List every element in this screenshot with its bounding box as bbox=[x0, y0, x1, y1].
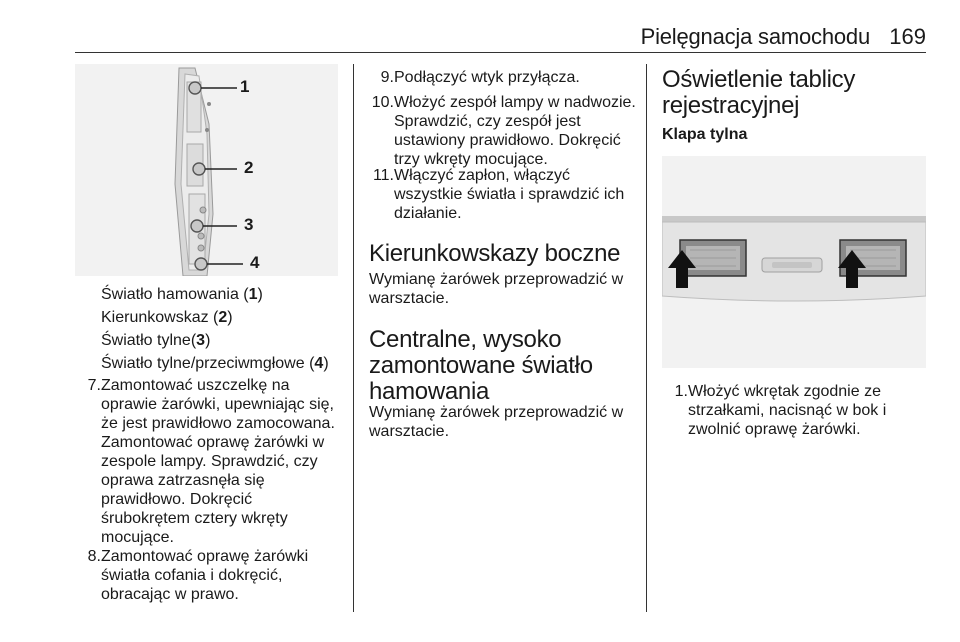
section-body-brake-light bbox=[369, 403, 644, 441]
step-line: prawidłowo. Dokręcić bbox=[101, 491, 253, 508]
body-line: Wymianę żarówek przeprowadzić w bbox=[369, 271, 624, 288]
step-line: trzy wkręty mocujące. bbox=[394, 151, 548, 168]
callout-label: 4 bbox=[250, 253, 260, 272]
step-line: Zamontować oprawę żarówki w bbox=[101, 434, 325, 451]
caption-text: ) bbox=[227, 309, 233, 326]
step-line: działanie. bbox=[394, 205, 462, 222]
step-number: 1. bbox=[674, 383, 688, 400]
header-rule bbox=[75, 52, 926, 53]
step-line: strzałkami, nacisnąć w bok i bbox=[688, 402, 887, 419]
section-title-side-indicators: Kierunkowskazy boczne bbox=[369, 240, 621, 267]
body-line: warsztacie. bbox=[369, 423, 450, 440]
subsection-title-tailgate: Klapa tylna bbox=[662, 126, 748, 143]
running-header-title: Pielęgnacja samochodu bbox=[640, 24, 870, 49]
figure-caption bbox=[101, 331, 351, 350]
page-number: 169 bbox=[889, 24, 926, 49]
step-line: Włożyć wkrętak zgodnie ze bbox=[688, 383, 881, 400]
caption-number: 4 bbox=[314, 355, 324, 372]
caption-text: Kierunkowskaz ( bbox=[101, 309, 219, 326]
caption-text: ) bbox=[257, 286, 263, 303]
step-number: 9. bbox=[380, 69, 394, 86]
title-line: zamontowane światło bbox=[369, 352, 593, 379]
step-line: śrubokrętem cztery wkręty bbox=[101, 510, 288, 527]
callout-label: 3 bbox=[244, 215, 254, 234]
step-body bbox=[688, 382, 924, 439]
figure-caption bbox=[101, 285, 351, 304]
step-line: Zamontować uszczelkę na bbox=[101, 377, 290, 394]
section-title-brake-light bbox=[369, 327, 593, 405]
callout-label: 2 bbox=[244, 158, 254, 177]
step-line: Włączyć zapłon, włączyć bbox=[394, 167, 571, 184]
column-divider-left bbox=[353, 64, 354, 612]
step-line: obracając w prawo. bbox=[101, 586, 239, 603]
rear-lamp-illustration bbox=[75, 64, 338, 276]
step-body bbox=[394, 93, 646, 169]
step-number: 8. bbox=[87, 548, 101, 565]
title-line: hamowania bbox=[369, 378, 490, 405]
figure-caption bbox=[101, 308, 351, 327]
step-line: że jest prawidłowo zamocowana. bbox=[101, 415, 335, 432]
rear-lamp-figure bbox=[75, 64, 338, 276]
column-divider-right bbox=[646, 64, 647, 612]
step-line: oprawie żarówki, upewniając się, bbox=[101, 396, 334, 413]
figure-caption bbox=[101, 354, 351, 373]
body-line: warsztacie. bbox=[369, 290, 450, 307]
caption-number: 2 bbox=[218, 309, 228, 326]
step-line: wszystkie światła i sprawdzić ich bbox=[394, 186, 625, 203]
plate-light-illustration bbox=[662, 156, 926, 368]
step-number: 10. bbox=[371, 94, 394, 111]
step-line: zwolnić oprawę żarówki. bbox=[688, 421, 861, 438]
caption-text: ) bbox=[323, 355, 329, 372]
caption-text: Światło tylne( bbox=[101, 332, 197, 349]
step-body bbox=[101, 376, 353, 547]
caption-number: 1 bbox=[248, 286, 258, 303]
title-line: Oświetlenie tablicy bbox=[662, 66, 856, 93]
callout-label: 1 bbox=[240, 77, 250, 96]
step-line: Zamontować oprawę żarówki bbox=[101, 548, 309, 565]
step-line: zespole lampy. Sprawdzić, czy bbox=[101, 453, 318, 470]
section-title-plate-light bbox=[662, 67, 855, 119]
step-line: Sprawdzić, czy zespół jest bbox=[394, 113, 581, 130]
step-body bbox=[394, 166, 646, 223]
caption-text: ) bbox=[205, 332, 211, 349]
title-line: Centralne, wysoko bbox=[369, 326, 562, 353]
caption-number: 3 bbox=[196, 332, 206, 349]
caption-text: Światło hamowania ( bbox=[101, 286, 249, 303]
step-line: mocujące. bbox=[101, 529, 174, 546]
step-body bbox=[101, 547, 353, 604]
step-number: 11. bbox=[372, 167, 394, 184]
title-line: rejestracyjnej bbox=[662, 92, 800, 119]
step-line: Włożyć zespół lampy w nadwozie. bbox=[394, 94, 636, 111]
step-line: ustawiony prawidłowo. Dokręcić bbox=[394, 132, 621, 149]
step-line: Podłączyć wtyk przyłącza. bbox=[394, 69, 580, 86]
step-number: 7. bbox=[87, 377, 101, 394]
step-line: światła cofania i dokręcić, bbox=[101, 567, 283, 584]
plate-light-figure bbox=[662, 156, 926, 368]
caption-text: Światło tylne/przeciwmgłowe ( bbox=[101, 355, 315, 372]
body-line: Wymianę żarówek przeprowadzić w bbox=[369, 404, 624, 421]
step-body bbox=[394, 68, 644, 87]
section-body-side-indicators bbox=[369, 270, 644, 308]
step-line: oprawa zatrzasnęła się bbox=[101, 472, 265, 489]
